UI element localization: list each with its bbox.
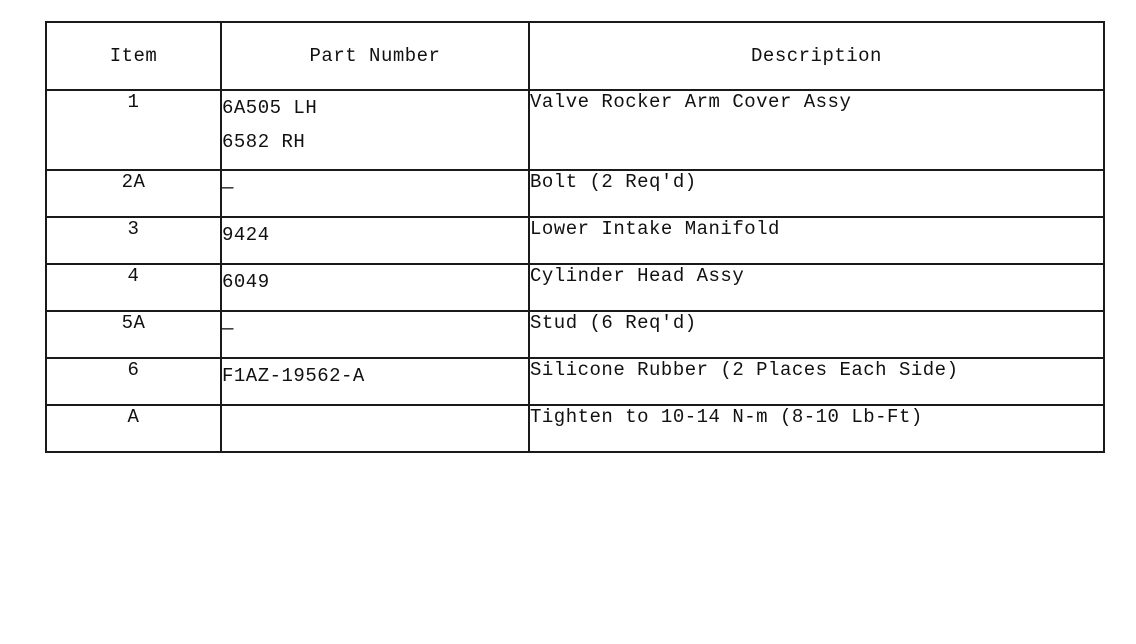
part-number-cell: [221, 405, 529, 452]
description-cell: Lower Intake Manifold: [529, 217, 1104, 264]
item-cell: A: [46, 405, 221, 452]
part-number: 6049: [222, 271, 270, 293]
item-cell: 6: [46, 358, 221, 405]
part-number-cell: [221, 217, 529, 264]
description-cell: Bolt (2 Req'd): [529, 170, 1104, 217]
item-cell: 5A: [46, 311, 221, 358]
table-header-row: [46, 22, 1104, 90]
part-number-cell: [221, 90, 529, 170]
table-row: [46, 217, 1104, 264]
description-cell: Silicone Rubber (2 Places Each Side): [529, 358, 1104, 405]
header-description: Description: [529, 22, 1104, 90]
header-item: Item: [46, 22, 221, 90]
part-number: —: [222, 177, 234, 199]
parts-table: [45, 21, 1105, 453]
part-number: 9424: [222, 224, 270, 246]
part-number-cell: [221, 358, 529, 405]
description-cell: Cylinder Head Assy: [529, 264, 1104, 311]
table-row: [46, 358, 1104, 405]
part-number-cell: [221, 264, 529, 311]
item-cell: 1: [46, 90, 221, 170]
description-cell: Valve Rocker Arm Cover Assy: [529, 90, 1104, 170]
part-number: 6582 RH: [222, 131, 306, 153]
item-cell: 2A: [46, 170, 221, 217]
table-row: [46, 264, 1104, 311]
table-row: [46, 170, 1104, 217]
part-number: F1AZ-19562-A: [222, 365, 365, 387]
header-part-number: Part Number: [221, 22, 529, 90]
part-number-cell: [221, 311, 529, 358]
table-row: [46, 90, 1104, 170]
item-cell: 3: [46, 217, 221, 264]
part-number: 6A505 LH: [222, 97, 318, 119]
description-cell: Stud (6 Req'd): [529, 311, 1104, 358]
item-cell: 4: [46, 264, 221, 311]
table-row: [46, 405, 1104, 452]
table-row: [46, 311, 1104, 358]
description-cell: Tighten to 10-14 N-m (8-10 Lb-Ft): [529, 405, 1104, 452]
part-number: —: [222, 318, 234, 340]
part-number-cell: [221, 170, 529, 217]
